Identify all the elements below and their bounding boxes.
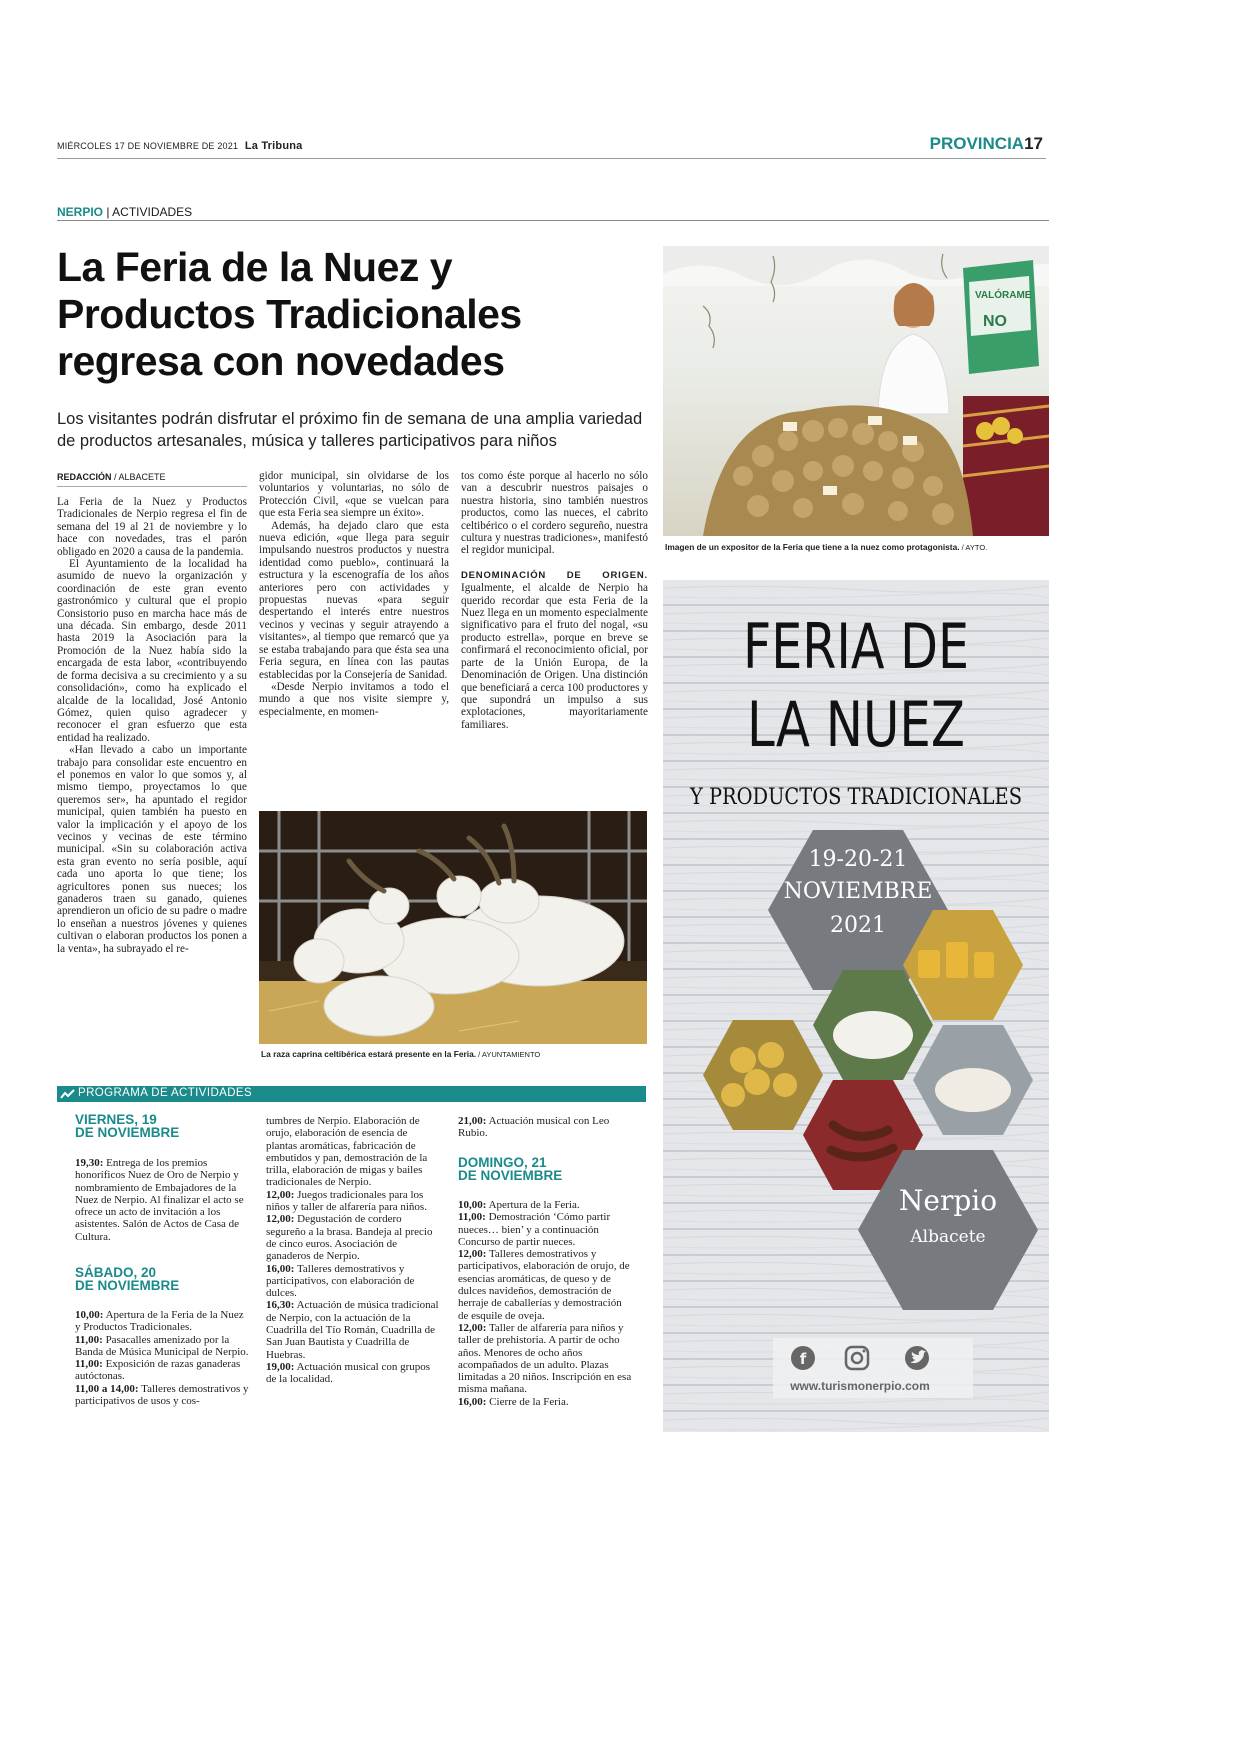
programa-time: 10,00: xyxy=(458,1199,487,1211)
paragraph: tos como éste porque al hacerlo no sólo van a descubrir nuestros paisajes o nuestra historia, sino también nuestros productos, como las nueces, el cabrito celtibérico o el cordero segureño, nuestra cultura y nuestras tradiciones», manifestó el regidor municipal. xyxy=(461,470,648,557)
programa-domingo xyxy=(458,1199,633,1408)
programa-text: Entrega de los premios honoríficos Nuez de Oro de Nerpio y nombramiento de Embajadores de la Nuez de Nerpio. Al finalizar el acto se ofrece un acto de invitación a los asistentes. Salón de Actos de Casa de Cultura. xyxy=(75,1157,244,1243)
paragraph: La Feria de la Nuez y Productos Tradicionales de Nerpio regresa el fin de semana del 19 al 21 de noviembre y lo hace con novedades, tras el parón obligado en 2020 a causa de la pandemia. xyxy=(57,496,247,558)
programa-text: Degustación de cordero segureño a la brasa. Bandeja al precio de cinco euros. Asociación de ganaderos de Nerpio. xyxy=(266,1213,433,1263)
svg-text:f: f xyxy=(799,1350,807,1368)
day-title-line: SÁBADO, 20 xyxy=(75,1265,157,1280)
programa-item xyxy=(458,1211,633,1248)
banner-text-no: NO xyxy=(983,313,1007,330)
programa-time: 19,30: xyxy=(75,1157,104,1169)
kicker-location: NERPIO xyxy=(57,205,104,219)
feria-poster xyxy=(663,580,1049,1432)
programa-time: 12,00: xyxy=(266,1213,295,1226)
caption-credit: / AYUNTAMIENTO xyxy=(476,1050,541,1059)
programa-time: 21,00: xyxy=(458,1115,487,1127)
programa-text: Exposición de razas ganaderas autóctonas. xyxy=(75,1358,241,1383)
paragraph xyxy=(461,569,648,731)
article-column-1 xyxy=(57,496,247,955)
programa-item xyxy=(458,1115,633,1140)
programa-item xyxy=(75,1334,250,1359)
poster-title-line-2: LA NUEZ xyxy=(747,688,965,761)
paragraph-text: Igualmente, el alcalde de Nerpio ha querido recordar que esta Feria de la Nuez llega en un momento especialmente significativo para el fruto del nogal, «su producto estrella», porque en breve se confirmará el reconocimiento oficial, por parte de la Unión Europa, de la Denominación de Origen. Una distinción que beneficiará a cerca 100 productores y que supondrá un impulso a sus explotaciones, mayoritariamente familiares. xyxy=(461,582,648,731)
programa-item xyxy=(75,1358,250,1383)
kicker-rule xyxy=(57,220,1049,221)
section-label xyxy=(930,134,1043,154)
article-column-3 xyxy=(461,470,648,731)
programa-time: 11,00: xyxy=(75,1358,103,1371)
programa-item xyxy=(458,1396,633,1408)
programa-item xyxy=(458,1322,633,1396)
day-title-line: DE NOVIEMBRE xyxy=(75,1278,180,1293)
paragraph: «Han llevado a cabo un importante trabajo para consolidar este encuentro en el ponemos en valor lo que somos y, al mismo tiempo, proyectamos lo que queremos ser», ha apuntado el regidor municipal, quien también ha puesto en valor la implicación y el apoyo de los vecinos y vecinas de este término municipal. «Sin su colaboración activa esta gran evento no sería posible, aquí cada uno aporta lo que tiene; los agricultores ponen sus nueces; los ganaderos traen su ganado, quienes aprendieron un oficio de su padre o madre lo enseñan a nuestros jóvenes y quienes cultivan o elaboran productos los ponen a la venta», ha subrayado el re- xyxy=(57,744,247,955)
poster-year: 2021 xyxy=(830,913,886,938)
programa-item xyxy=(75,1383,250,1408)
newspaper-brand: La Tribuna xyxy=(244,140,303,152)
programa-time: 12,00: xyxy=(458,1248,487,1261)
programa-text: Actuación de música tradicional de Nerpio, con la actuación de la Cuadrilla del Tío Román, Cuadrilla de San Juan Bautista y Cuadrilla de Huebras. xyxy=(266,1299,439,1361)
vendor-photo-caption xyxy=(665,542,987,552)
programa-text: Talleres demostrativos y participativos de usos y cos- xyxy=(75,1382,249,1408)
programa-sabado-c xyxy=(458,1115,633,1140)
day-title-line: DOMINGO, 21 xyxy=(458,1155,547,1170)
paragraph-lead: DENOMINACIÓN DE ORIGEN. xyxy=(461,569,648,581)
byline xyxy=(57,472,166,482)
caption-credit: / AYTO. xyxy=(959,543,988,552)
poster-title-line-1: FERIA DE xyxy=(743,610,969,683)
programa-item xyxy=(75,1309,250,1334)
programa-item xyxy=(458,1248,633,1322)
paragraph: «Desde Nerpio invitamos a todo el mundo a que nos visite siempre y, especialmente, en momen- xyxy=(259,680,449,718)
poster-illustration xyxy=(663,580,1049,1432)
programa-time: 11,00: xyxy=(458,1211,486,1224)
kicker-topic: | ACTIVIDADES xyxy=(106,205,193,219)
twitter-icon xyxy=(905,1346,929,1370)
programa-text: Actuación musical con grupos de la localidad. xyxy=(266,1360,431,1386)
article-column-2 xyxy=(259,470,449,718)
day-title-sabado xyxy=(75,1266,179,1292)
programa-text: Apertura de la Feria. xyxy=(486,1199,580,1211)
programa-time: 16,30: xyxy=(266,1299,295,1312)
byline-place: / ALBACETE xyxy=(111,472,166,482)
programa-text: Juegos tradicionales para los niños y taller de alfarería para niños. xyxy=(266,1188,427,1214)
paragraph: El Ayuntamiento de la localidad ha asumido de nuevo la organización y coordinación de este gran evento gastronómico y cultural que el propio Consistorio puso en marcha hace más de una década. Sin embargo, desde 2011 hasta 2019 la Asociación para la Promoción de la Nuez había sido la encargada de esta labor, «contribuyendo de forma decisiva a su crecimiento y a su consolidación», como ha explicado el alcalde de la localidad, José Antonio Gómez, quien quiso agradecer y reconocer el gran esfuerzo que esta entidad ha realizado. xyxy=(57,558,247,744)
banner-text: VALÓRAME xyxy=(975,290,1032,301)
programa-time: 16,00: xyxy=(266,1262,295,1275)
page-number: 17 xyxy=(1024,134,1043,153)
programa-time: 12,00: xyxy=(458,1321,487,1334)
day-title-line: VIERNES, 19 xyxy=(75,1112,157,1127)
day-title-line: DE NOVIEMBRE xyxy=(458,1168,563,1183)
vendor-photo xyxy=(663,246,1049,536)
goats-photo-caption xyxy=(261,1049,540,1059)
programa-text: Talleres demostrativos y participativos, elaboración de orujo, de esencias aromáticas, de queso y de dulces navideños, demostración de herraje de caballerías y demostración de esquile de oveja. xyxy=(458,1248,630,1322)
facebook-icon xyxy=(791,1346,815,1370)
programa-text: Demostración ‘Cómo partir nueces… bien’ y a continuación Concurso de partir nueces. xyxy=(458,1211,611,1248)
programa-item xyxy=(75,1157,250,1243)
programa-text: Cierre de la Feria. xyxy=(486,1395,569,1408)
poster-dates: 19-20-21 xyxy=(808,847,908,872)
byline-rule xyxy=(57,486,247,487)
programa-time: 16,00: xyxy=(458,1395,487,1408)
edition-date xyxy=(57,140,303,152)
programa-time: 19,00: xyxy=(266,1360,295,1373)
trend-icon xyxy=(60,1088,76,1100)
subheadline: Los visitantes podrán disfrutar el próximo fin de semana de una amplia variedad de productos artesanales, música y talleres participativos para niños xyxy=(57,410,643,450)
paragraph: Además, ha dejado claro que esta nueva edición, «que llega para seguir impulsando nuestros productos y nuestra identidad como pueblo», continuará la estructura y la escenografía de los años anteriores pero con actividades y propuestas nuevas «para seguir despertando el interés entre nuestros vecinos y vecinas y seguir atrayendo a visitantes», al tiempo que remarcó que ya se estaba trabajando para que ésta sea una Feria segura, en línea con las pautas establecidas por la Consejería de Sanidad. xyxy=(259,519,449,681)
day-title-line: DE NOVIEMBRE xyxy=(75,1125,180,1140)
goats-photo xyxy=(259,811,647,1044)
programa-time: 10,00: xyxy=(75,1309,104,1321)
caption-text: Imagen de un expositor de la Feria que tiene a la nuez como protagonista. xyxy=(665,542,960,552)
programa-item xyxy=(266,1299,441,1360)
programa-item xyxy=(266,1361,441,1386)
programa-time: 12,00: xyxy=(266,1188,295,1201)
section-name: PROVINCIA xyxy=(929,134,1025,153)
programa-text: Talleres demostrativos y participativos, con elaboración de dulces. xyxy=(266,1262,415,1300)
programa-text: Actuación musical con Leo Rubio. xyxy=(458,1115,610,1140)
programa-item xyxy=(458,1199,633,1211)
caption-text: La raza caprina celtibérica estará presente en la Feria. xyxy=(261,1049,477,1059)
programa-item xyxy=(266,1213,441,1262)
programa-item xyxy=(266,1263,441,1300)
programa-viernes xyxy=(75,1157,250,1243)
programa-sabado-a xyxy=(75,1309,250,1407)
header-rule xyxy=(57,158,1046,159)
kicker xyxy=(57,205,192,219)
paragraph: gidor municipal, sin olvidarse de los voluntarios y voluntarias, no sólo de Protección Civil, «que se vuelcan para que esta Feria sea siempre un éxito». xyxy=(259,470,449,520)
vendor-photo-illustration xyxy=(663,246,1049,536)
date-text: MIÉRCOLES 17 DE NOVIEMBRE DE 2021 xyxy=(57,141,239,151)
programa-text: Apertura de la Feria de la Nuez y Productos Tradicionales. xyxy=(75,1309,244,1334)
programa-item: tumbres de Nerpio. Elaboración de orujo, elaboración de esencia de plantas aromáticas, fabricación de embutidos y pan, demostración de la trilla, elaboración de migas y bailes tradicionales de Nerpio. xyxy=(266,1115,428,1189)
programa-item xyxy=(266,1189,441,1214)
byline-author: REDACCIÓN xyxy=(57,472,112,482)
poster-province: Albacete xyxy=(910,1227,986,1247)
headline: La Feria de la Nuez y Productos Tradicionales regresa con novedades xyxy=(57,244,522,384)
poster-url[interactable]: www.turismonerpio.com xyxy=(790,1379,930,1393)
day-title-viernes xyxy=(75,1113,179,1139)
day-title-domingo xyxy=(458,1156,562,1182)
poster-town: Nerpio xyxy=(898,1184,998,1217)
programa-text: Pasacalles amenizado por la Banda de Música Municipal de Nerpio. xyxy=(75,1333,249,1358)
goats-photo-illustration xyxy=(259,811,647,1044)
poster-subtitle: Y PRODUCTOS TRADICIONALES xyxy=(689,785,1022,810)
poster-month: NOVIEMBRE xyxy=(783,879,933,904)
programa-title: PROGRAMA DE ACTIVIDADES xyxy=(78,1087,253,1099)
programa-sabado-b xyxy=(266,1115,441,1386)
programa-time: 11,00: xyxy=(75,1333,103,1346)
programa-text: Taller de alfarería para niños y taller de prehistoria. A partir de ocho años. Menores de ocho años acompañados de un adulto. Plazas limitadas a 20 niños. Inscripción en esa misma mañana. xyxy=(458,1321,632,1396)
programa-time: 11,00 a 14,00: xyxy=(75,1382,139,1395)
